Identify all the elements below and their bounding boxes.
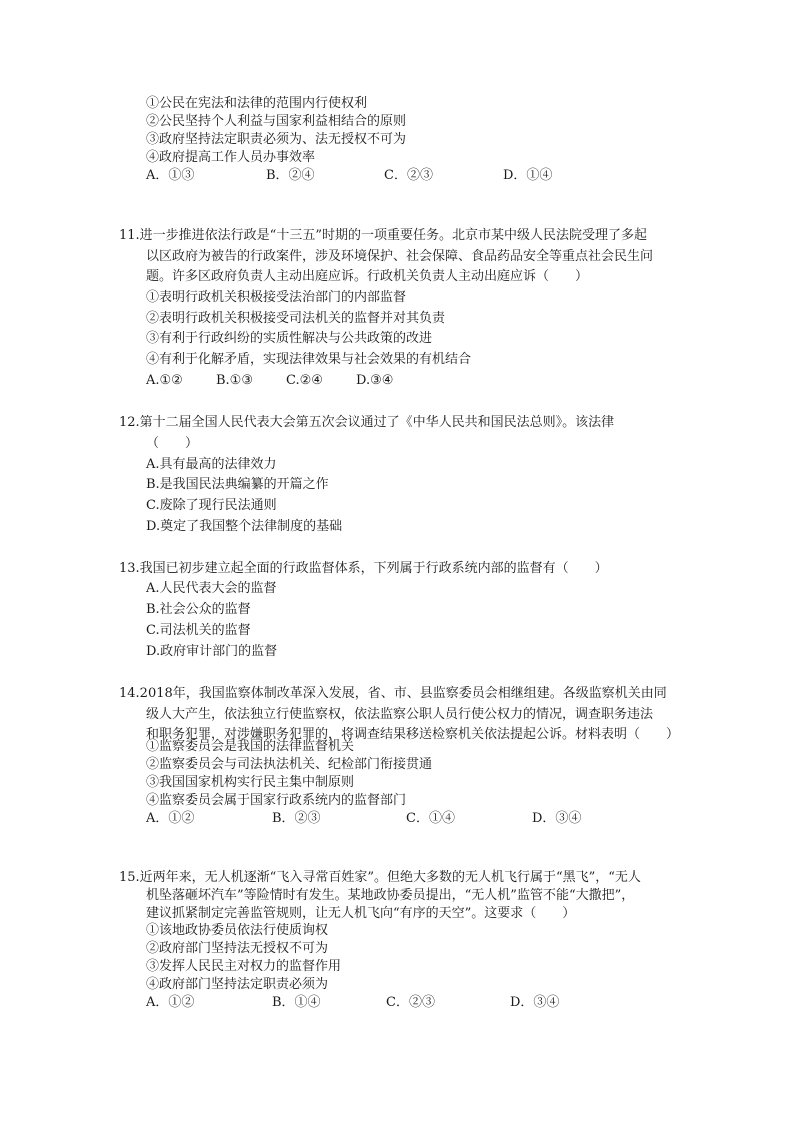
q14-option-d: D．③④ [532, 811, 582, 826]
q15-option-c: C．②③ [386, 995, 435, 1010]
q14-item-2: ②监察委员会与司法执法机关、纪检部门衔接贯通 [146, 757, 433, 772]
q11-stem-line-3: 题。许多区政府负责人主动出庭应诉。行政机关负责人主动出庭应诉（ ） [146, 269, 589, 284]
q15-item-1: ①该地政协委员依法行使质询权 [146, 923, 329, 938]
q13-stem-line-1: 13.我国已初步建立起全面的行政监督体系，下列属于行政系统内部的监督有（ ） [119, 561, 608, 576]
q12-stem-line-2: （ ） [146, 436, 199, 451]
q15-stem-line-1: 15.近两年来，无人机逐渐“飞入寻常百姓家”。但绝大多数的无人机飞行属于“黑飞”，“无人 [119, 870, 641, 885]
q14-item-4: ④监察委员会属于国家行政系统内的监督部门 [146, 793, 407, 808]
q11-item-3: ③有利于行政纠纷的实质性解决与公共政策的改进 [146, 331, 433, 346]
q10-item-2: ②公民坚持个人利益与国家利益相结合的原则 [146, 114, 407, 129]
q10-option-b: B．②④ [266, 168, 315, 183]
q12-option-b: B.是我国民法典编纂的开篇之作 [146, 477, 329, 492]
q11-item-1: ①表明行政机关积极接受法治部门的内部监督 [146, 290, 407, 305]
q10-option-a: A．①③ [146, 168, 195, 183]
q14-item-1: ①监察委员会是我国的法律监督机关 [146, 739, 355, 754]
q11-option-a: A.①② [146, 373, 183, 388]
q11-item-4: ④有利于化解矛盾，实现法律效果与社会效果的有机结合 [146, 352, 472, 367]
q13-option-a: A.人民代表大会的监督 [146, 581, 277, 596]
q15-item-4: ④政府部门坚持法定职责必须为 [146, 977, 329, 992]
q11-option-c: C.②④ [286, 373, 323, 388]
q15-option-a: A．①② [146, 995, 195, 1010]
q13-option-b: B.社会公众的监督 [146, 602, 251, 617]
q12-option-a: A.具有最高的法律效力 [146, 457, 277, 472]
q10-item-1: ①公民在宪法和法律的范围内行使权利 [146, 96, 368, 111]
q14-option-b: B．②③ [272, 811, 321, 826]
q14-option-a: A．①② [146, 811, 195, 826]
q10-option-c: C．②③ [384, 168, 433, 183]
q14-item-3: ③我国国家机构实行民主集中制原则 [146, 775, 355, 790]
q11-item-2: ②表明行政机关积极接受司法机关的监督并对其负责 [146, 311, 446, 326]
q13-option-c: C.司法机关的监督 [146, 623, 251, 638]
q12-option-c: C.废除了现行民法通则 [146, 498, 277, 513]
q14-stem-line-1: 14.2018年，我国监察体制改革深入发展，省、市、县监察委员会相继组建。各级监察机关由同 [119, 686, 667, 701]
q11-stem-line-2: 以区政府为被告的行政案件，涉及环境保护、社会保障、食品药品安全等重点社会民生问 [146, 249, 654, 264]
q10-option-d: D．①④ [503, 168, 553, 183]
q12-stem-line-1: 12.第十二届全国人民代表大会第五次会议通过了《中华人民共和国民法总则》。该法律 [119, 415, 615, 430]
q11-stem-line-1: 11.进一步推进依法行政是“十三五”时期的一项重要任务。北京市某中级人民法院受理了多起 [119, 228, 647, 243]
q15-option-b: B．①④ [272, 995, 321, 1010]
q11-option-b: B.①③ [216, 373, 253, 388]
q14-stem-line-3: 和职务犯罪，对涉嫌职务犯罪的，将调查结果移送检察机关依法提起公诉。材料表明（ ） [146, 727, 680, 742]
q13-option-d: D.政府审计部门的监督 [146, 644, 278, 659]
q15-item-3: ③发挥人民民主对权力的监督作用 [146, 959, 342, 974]
q11-option-d: D.③④ [356, 373, 394, 388]
q10-item-4: ④政府提高工作人员办事效率 [146, 150, 316, 165]
q14-stem-line-2: 级人大产生，依法独立行使监察权，依法监察公职人员行使公权力的情况，调查职务违法 [146, 707, 654, 722]
q15-item-2: ②政府部门坚持法无授权不可为 [146, 941, 329, 956]
q15-stem-line-3: 建议抓紧制定完善监管规则，让无人机飞向“有序的天空”。这要求（ ） [146, 906, 576, 921]
q15-stem-line-2: 机坠落砸坏汽车”等险情时有发生。某地政协委员提出，“无人机”监管不能“大撒把”， [146, 888, 635, 903]
q15-option-d: D．③④ [510, 995, 560, 1010]
q14-option-c: C．①④ [406, 811, 455, 826]
q10-item-3: ③政府坚持法定职责必须为、法无授权不可为 [146, 132, 407, 147]
q12-option-d: D.奠定了我国整个法律制度的基础 [146, 519, 343, 534]
